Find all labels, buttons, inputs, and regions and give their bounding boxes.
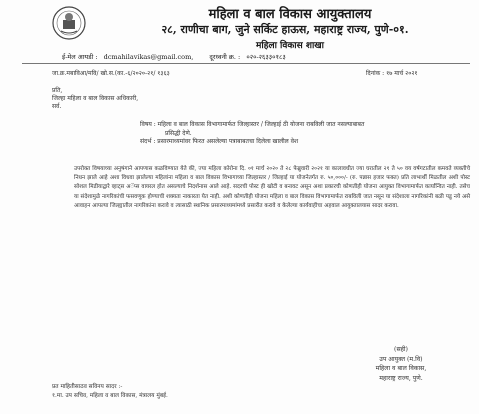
office-address: २८, राणीचा बाग, जुने सर्किट हाऊस, महाराष्ट्र राज्य, पुणे-०१. — [161, 23, 409, 36]
phone-number: ०२०-२६३३०१८३ — [246, 53, 286, 61]
email-address: dcmahilavikas@gmail.com, — [103, 53, 194, 61]
copy-heading: प्रत माहितीसाठव सविनय सादर :- — [52, 384, 123, 390]
signatory-location: महाराष्ट्र राज्य, पुणे. — [379, 374, 423, 382]
ref-number-text: जा.क्र.मबाविआ/मवि/ खो.स.(का.-६/२०२०-२१/ १३६३ — [52, 70, 170, 77]
email-label: ई-मेल आयडी : — [62, 53, 98, 61]
subject-block — [140, 121, 440, 147]
signatory-office: महिला व बाल विकास, — [375, 365, 427, 373]
letter-body — [52, 165, 470, 211]
copy-to-block — [52, 383, 452, 401]
contact-line — [62, 52, 462, 61]
recipient-salutation: प्रति, — [52, 87, 63, 94]
reference-line: संदर्भ : प्रसारमाध्यमांवर फिरत असलेल्या पत्राबाबतचा दिलेला खालील वेश — [140, 138, 299, 146]
copy-recipient: १.मा. उप सचिव, महिला व बाल विकास, मंत्रालय मुंबई. — [52, 392, 168, 399]
subject-line: विषय : महिला व बाल विकास विभागामार्फत जिल्हास्तर / जिल्हाई ठी योजना राबविली जात नसल्याबाबत — [140, 121, 365, 128]
recipient-block — [52, 87, 138, 111]
phone-label: दूरध्वनी क्र. : — [209, 53, 241, 61]
letter-date: दिनांक : १७ मार्च २०२१ — [366, 70, 418, 77]
signature-block — [346, 345, 456, 383]
recipient-designation: जिल्हा महिला व बाल विकास अधिकारी, — [52, 95, 139, 103]
recipient-scope: सर्व. — [52, 103, 62, 111]
office-title: महिला व बाल विकास आयुक्तालय — [208, 7, 372, 22]
body-paragraph: उपरोक्त विषयाच्या अनुषंगाने आपणास कळविण्यात येते की, ज्या महिला कोरोना दि. ०१ मार्च २०२० ते २८ फेब्रुवारी २०२१ या कालावधीत ज्या घरातील २१ ते ५० वय वर्षगटातील कमवते व्यक्तीचे निधन झाले आहे अशा विधवा झालेल्या महिलांना महिला व बाल विकास विभागाच्या जिल्हास्तर / जिल्हाई या योजनेतर्गत रु. ५०,०००/- (रु. पन्नास हजार फक्त) प्रति लाभार्थी मिळतील अशी पोस्ट सोशल मिडीयाद्वारे व्हाट्स अॅप्स वायरल होत असल्याचे निदर्शनास आले आहे. सदरची पोस्ट ही खोटी व बनावट असून अशा प्रकारची कोणतीही योजना आयुक्त विभागामार्फत कार्यान्वित नाही. तसेच या संदेशामुळे नागरिकांची फसवणूक होण्याची शक्यता नाकारता येत नाही. अशी कोणतीही योजना महिला व बाल विकास विभागामार्फत राबविली जात नसून या संदेशाला नागरिकांनी बळी पडू नये असे आवाहन आपल्या जिल्ह्यातील नागरिकांना करावे व त्यासाठी स्थानिक प्रसारमाध्यमांमध्ये प्रसारीत करावे व केलेल्या कार्यवाहीचा अहवाल आयुक्तालयास सादर करावा. — [74, 166, 470, 209]
department-name: महिला विकास शाखा — [256, 41, 324, 51]
subject-continuation: प्रसिद्धी देणे. — [165, 129, 192, 137]
letterhead-divider — [22, 63, 470, 64]
signatory-name: उप आयुक्त (म.वि) — [379, 355, 423, 363]
government-seal-icon — [52, 6, 86, 40]
signature-mark: (सही) — [394, 346, 408, 353]
